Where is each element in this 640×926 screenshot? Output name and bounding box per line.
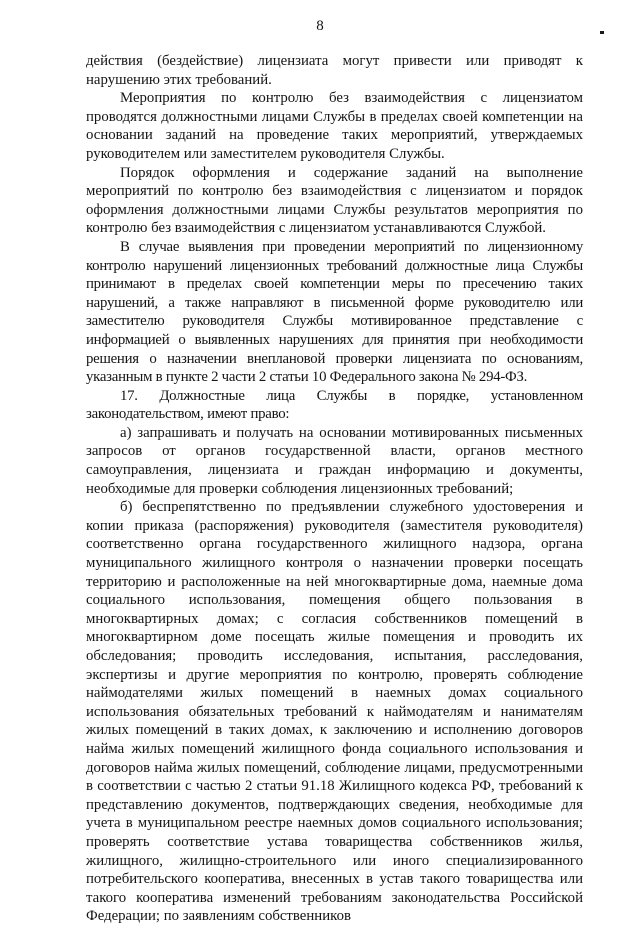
paragraph-control-without-interaction: Мероприятия по контролю без взаимодействия с лицензиатом проводятся должностными лицами Службы в пределах своей компетенции на основании заданий на проведение таких мероприятий, утверждаемых руководителем или заместителем руководителя Службы. (86, 90, 583, 162)
paragraph-violations-detected: В случае выявления при проведении мероприятий по лицензионному контролю нарушений лицензионных требований должностные лица Службы принимают в пределах своей компетенции меры по пресечению таких нарушений, а также направляют в письменной форме руководителю или заместителю руководителя Службы мотивированное представление с информацией о выявленных нарушениях для принятия при необходимости решения о назначении внеплановой проверки лицензиата по основаниям, указанным в пункте 2 части 2 статьи 10 Федерального закона № 294-ФЗ. (86, 238, 583, 386)
paragraph-clause-17: 17. Должностные лица Службы в порядке, установленном законодательством, имеют право: (86, 387, 583, 423)
paragraph-item-b: б) беспрепятственно по предъявлении служебного удостоверения и копии приказа (распоряжения) руководителя (заместителя руководителя) соответственно органа государственного жилищного надзора, органа муниципального жилищного контроля о назначении проверки посещать территорию и расположенные на ней многоквартирные дома, наемные дома социального использования, помещения общего пользования в многоквартирных домах; с согласия собственников помещений в многоквартирном доме посещать жилые помещения и проводить их обследования; проводить исследования, испытания, расследования, экспертизы и другие мероприятия по контролю, проверять соблюдение наймодателями жилых помещений в наемных домах социального использования обязательных требований к наймодателям и нанимателям жилых помещений в таких домах, к заключению и исполнению договоров найма жилых помещений жилищного фонда социального использования и договоров найма жилых помещений, соблюдение лицами, предусмотренными в соответствии с частью 2 статьи 91.18 Жилищного кодекса РФ, требований к представлению документов, подтверждающих сведения, необходимые для учета в муниципальном реестре наемных домов социального использования; проверять соответствие устава товарищества собственников жилья, жилищного, жилищно-строительного или иного специализированного потребительского кооператива, внесенных в устав такого товарищества или такого кооператива изменений требованиям законодательства Российской Федерации; по заявлениям собственников (86, 499, 583, 925)
page-number: 8 (316, 18, 324, 34)
paragraph-item-a: а) запрашивать и получать на основании мотивированных письменных запросов от органов государственной власти, органов местного самоуправления, лицензиата и граждан информацию и документы, необходимые для проверки соблюдения лицензионных требований; (86, 424, 583, 497)
paragraph-task-procedure: Порядок оформления и содержание заданий на выполнение мероприятий по контролю без взаимодействия с лицензиатом и порядок оформления должностными лицами Службы результатов мероприятия по контролю без взаимодействия с лицензиатом устанавливаются Службой. (86, 164, 583, 237)
paragraph-continuation: действия (бездействие) лицензиата могут привести или приводят к нарушению этих требований. (86, 53, 583, 88)
document-body (86, 52, 583, 926)
scan-mark (600, 31, 604, 34)
